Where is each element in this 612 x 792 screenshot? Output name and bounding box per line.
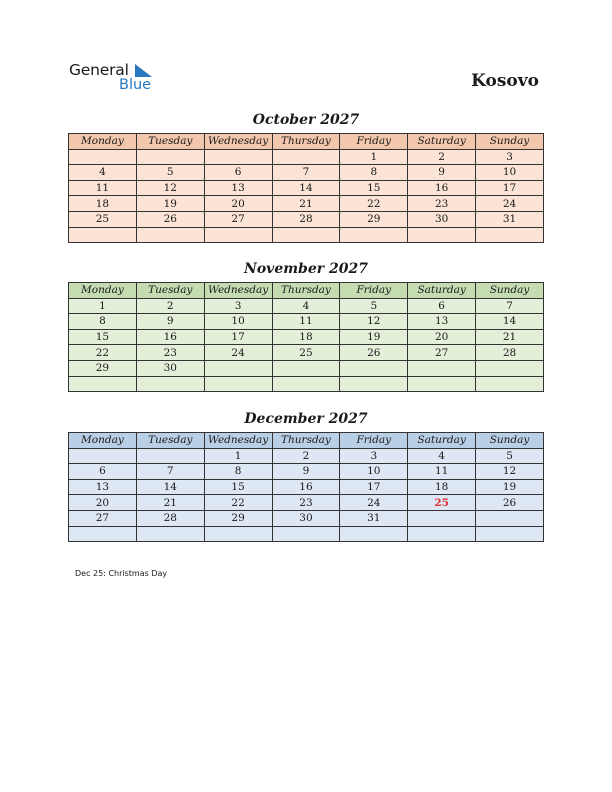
week-row: [69, 376, 544, 392]
day-cell: 7: [272, 165, 340, 181]
day-cell: 24: [476, 196, 544, 212]
empty-day-cell: [136, 376, 204, 392]
weekday-header-sunday: Sunday: [476, 134, 544, 150]
day-cell: 16: [136, 329, 204, 345]
empty-day-cell: [272, 227, 340, 243]
day-cell: 24: [340, 495, 408, 511]
day-cell: 29: [69, 360, 137, 376]
week-row: [69, 149, 544, 165]
day-cell: 23: [408, 196, 476, 212]
empty-day-cell: [476, 510, 544, 526]
day-cell: 30: [408, 211, 476, 227]
day-cell: 31: [340, 510, 408, 526]
day-cell: 8: [204, 464, 272, 480]
week-row: [69, 298, 544, 314]
week-row: [69, 180, 544, 196]
day-cell: 4: [408, 448, 476, 464]
logo-text-blue: Blue: [119, 77, 152, 93]
day-cell: 2: [408, 149, 476, 165]
day-cell: 19: [136, 196, 204, 212]
day-cell: 11: [272, 314, 340, 330]
weekday-header-wednesday: Wednesday: [204, 283, 272, 299]
weekday-header-row: [69, 433, 544, 449]
calendar-november: [68, 282, 544, 392]
empty-day-cell: [408, 510, 476, 526]
day-cell: 7: [136, 464, 204, 480]
empty-day-cell: [69, 227, 137, 243]
empty-day-cell: [69, 526, 137, 542]
day-cell: 5: [136, 165, 204, 181]
week-row: [69, 211, 544, 227]
week-row: [69, 464, 544, 480]
week-row: [69, 479, 544, 495]
weekday-header-friday: Friday: [340, 433, 408, 449]
day-cell: 7: [476, 298, 544, 314]
weekday-header-monday: Monday: [69, 283, 137, 299]
day-cell: 17: [340, 479, 408, 495]
day-cell: 29: [204, 510, 272, 526]
day-cell: 15: [204, 479, 272, 495]
week-row: [69, 495, 544, 511]
empty-day-cell: [340, 376, 408, 392]
day-cell: 13: [408, 314, 476, 330]
day-cell: 19: [340, 329, 408, 345]
day-cell: 28: [476, 345, 544, 361]
day-cell: 24: [204, 345, 272, 361]
day-cell: 9: [408, 165, 476, 181]
day-cell: 17: [204, 329, 272, 345]
weekday-header-friday: Friday: [340, 134, 408, 150]
day-cell: 6: [204, 165, 272, 181]
day-cell: 2: [272, 448, 340, 464]
day-cell: 4: [69, 165, 137, 181]
day-cell: 16: [408, 180, 476, 196]
weekday-header-saturday: Saturday: [408, 433, 476, 449]
calendar-december: [68, 432, 544, 542]
country-title: Kosovo: [471, 71, 539, 91]
empty-day-cell: [136, 448, 204, 464]
day-cell: 3: [340, 448, 408, 464]
week-row: [69, 227, 544, 243]
day-cell: 12: [136, 180, 204, 196]
empty-day-cell: [340, 526, 408, 542]
day-cell: 14: [272, 180, 340, 196]
day-cell: 27: [69, 510, 137, 526]
empty-day-cell: [476, 360, 544, 376]
generalblue-logo: [69, 61, 169, 95]
day-cell: 20: [69, 495, 137, 511]
weekday-header-monday: Monday: [69, 433, 137, 449]
month-title-november: November 2027: [244, 261, 368, 277]
day-cell: 18: [69, 196, 137, 212]
holiday-day-cell: 25: [408, 495, 476, 511]
day-cell: 15: [69, 329, 137, 345]
week-row: [69, 329, 544, 345]
weekday-header-thursday: Thursday: [272, 134, 340, 150]
day-cell: 11: [408, 464, 476, 480]
day-cell: 30: [136, 360, 204, 376]
day-cell: 28: [136, 510, 204, 526]
weekday-header-wednesday: Wednesday: [204, 433, 272, 449]
month-title-october: October 2027: [252, 112, 360, 128]
empty-day-cell: [408, 360, 476, 376]
empty-day-cell: [136, 149, 204, 165]
day-cell: 12: [340, 314, 408, 330]
day-cell: 3: [204, 298, 272, 314]
day-cell: 3: [476, 149, 544, 165]
day-cell: 20: [408, 329, 476, 345]
weekday-header-tuesday: Tuesday: [136, 433, 204, 449]
day-cell: 17: [476, 180, 544, 196]
day-cell: 2: [136, 298, 204, 314]
week-row: [69, 510, 544, 526]
calendar-october: [68, 133, 544, 243]
day-cell: 31: [476, 211, 544, 227]
empty-day-cell: [272, 360, 340, 376]
empty-day-cell: [204, 526, 272, 542]
day-cell: 19: [476, 479, 544, 495]
day-cell: 21: [272, 196, 340, 212]
day-cell: 23: [272, 495, 340, 511]
weekday-header-row: [69, 283, 544, 299]
week-row: [69, 196, 544, 212]
day-cell: 18: [272, 329, 340, 345]
day-cell: 14: [136, 479, 204, 495]
weekday-header-thursday: Thursday: [272, 433, 340, 449]
day-cell: 22: [340, 196, 408, 212]
empty-day-cell: [272, 149, 340, 165]
week-row: [69, 314, 544, 330]
empty-day-cell: [136, 526, 204, 542]
day-cell: 12: [476, 464, 544, 480]
day-cell: 1: [204, 448, 272, 464]
weekday-header-sunday: Sunday: [476, 433, 544, 449]
day-cell: 30: [272, 510, 340, 526]
day-cell: 9: [272, 464, 340, 480]
day-cell: 4: [272, 298, 340, 314]
weekday-header-monday: Monday: [69, 134, 137, 150]
week-row: [69, 345, 544, 361]
day-cell: 6: [69, 464, 137, 480]
day-cell: 10: [340, 464, 408, 480]
day-cell: 23: [136, 345, 204, 361]
day-cell: 26: [136, 211, 204, 227]
day-cell: 22: [69, 345, 137, 361]
empty-day-cell: [136, 227, 204, 243]
weekday-header-tuesday: Tuesday: [136, 283, 204, 299]
empty-day-cell: [408, 227, 476, 243]
day-cell: 6: [408, 298, 476, 314]
empty-day-cell: [69, 448, 137, 464]
day-cell: 5: [476, 448, 544, 464]
empty-day-cell: [204, 360, 272, 376]
logo-text-general: General: [69, 61, 129, 79]
empty-day-cell: [204, 376, 272, 392]
day-cell: 11: [69, 180, 137, 196]
weekday-header-sunday: Sunday: [476, 283, 544, 299]
day-cell: 16: [272, 479, 340, 495]
empty-day-cell: [204, 149, 272, 165]
weekday-header-saturday: Saturday: [408, 283, 476, 299]
day-cell: 25: [272, 345, 340, 361]
day-cell: 13: [204, 180, 272, 196]
empty-day-cell: [69, 376, 137, 392]
empty-day-cell: [272, 376, 340, 392]
empty-day-cell: [408, 526, 476, 542]
empty-day-cell: [69, 149, 137, 165]
week-row: [69, 448, 544, 464]
empty-day-cell: [476, 227, 544, 243]
weekday-header-wednesday: Wednesday: [204, 134, 272, 150]
day-cell: 9: [136, 314, 204, 330]
day-cell: 14: [476, 314, 544, 330]
day-cell: 21: [136, 495, 204, 511]
month-title-december: December 2027: [244, 411, 368, 427]
empty-day-cell: [272, 526, 340, 542]
day-cell: 8: [69, 314, 137, 330]
day-cell: 10: [204, 314, 272, 330]
empty-day-cell: [408, 376, 476, 392]
day-cell: 29: [340, 211, 408, 227]
empty-day-cell: [340, 227, 408, 243]
weekday-header-row: [69, 134, 544, 150]
day-cell: 1: [69, 298, 137, 314]
day-cell: 21: [476, 329, 544, 345]
empty-day-cell: [204, 227, 272, 243]
day-cell: 1: [340, 149, 408, 165]
weekday-header-saturday: Saturday: [408, 134, 476, 150]
day-cell: 15: [340, 180, 408, 196]
week-row: [69, 165, 544, 181]
week-row: [69, 360, 544, 376]
day-cell: 22: [204, 495, 272, 511]
day-cell: 5: [340, 298, 408, 314]
day-cell: 18: [408, 479, 476, 495]
day-cell: 8: [340, 165, 408, 181]
empty-day-cell: [340, 360, 408, 376]
week-row: [69, 526, 544, 542]
day-cell: 27: [204, 211, 272, 227]
empty-day-cell: [476, 526, 544, 542]
empty-day-cell: [476, 376, 544, 392]
day-cell: 26: [340, 345, 408, 361]
weekday-header-friday: Friday: [340, 283, 408, 299]
logo-triangle-icon: [135, 64, 153, 78]
day-cell: 28: [272, 211, 340, 227]
weekday-header-tuesday: Tuesday: [136, 134, 204, 150]
holiday-footnote: Dec 25: Christmas Day: [75, 569, 168, 578]
day-cell: 13: [69, 479, 137, 495]
day-cell: 27: [408, 345, 476, 361]
day-cell: 25: [69, 211, 137, 227]
day-cell: 20: [204, 196, 272, 212]
day-cell: 26: [476, 495, 544, 511]
day-cell: 10: [476, 165, 544, 181]
weekday-header-thursday: Thursday: [272, 283, 340, 299]
